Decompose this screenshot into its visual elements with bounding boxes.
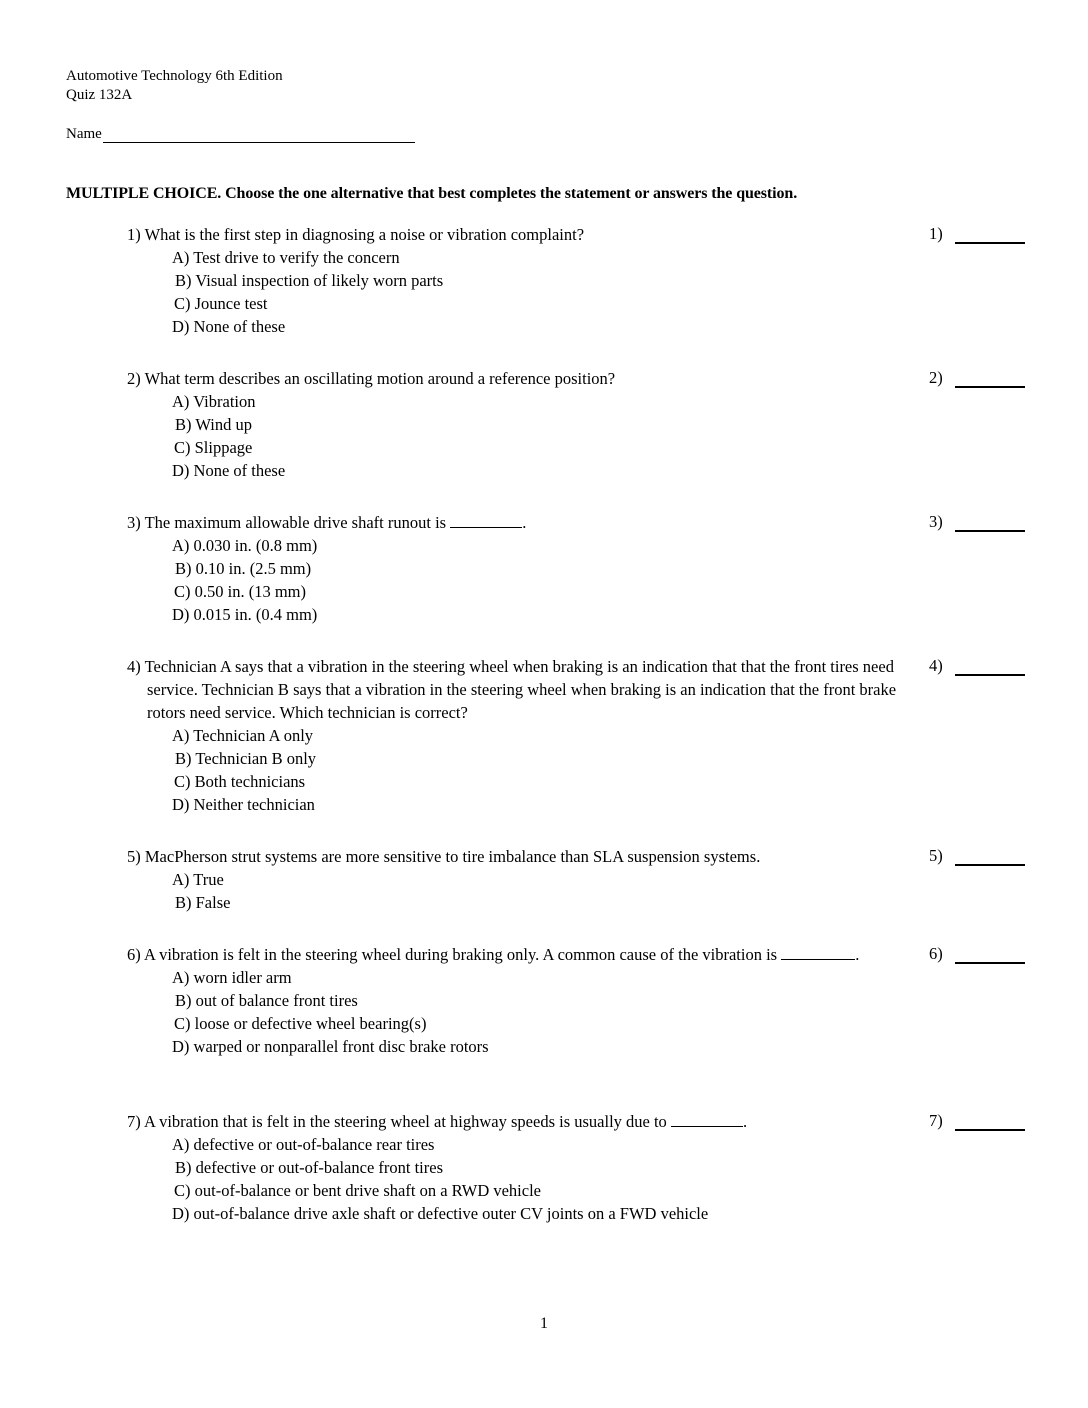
choice-b: B) defective or out-of-balance front tires xyxy=(175,1158,444,1177)
answer-number: 5) xyxy=(929,846,943,865)
answer-number: 7) xyxy=(929,1111,943,1130)
instructions: MULTIPLE CHOICE. Choose the one alternative that best completes the statement or answers the question. xyxy=(66,185,798,202)
question-7 xyxy=(127,1110,927,1225)
choice-c: C) out-of-balance or bent drive shaft on a RWD vehicle xyxy=(174,1181,541,1200)
choice-b: B) 0.10 in. (2.5 mm) xyxy=(175,559,312,578)
question-text xyxy=(127,511,927,534)
fill-in-blank xyxy=(450,513,522,528)
choice-c: C) Jounce test xyxy=(174,294,268,313)
question-text: 2) What term describes an oscillating motion around a reference position? xyxy=(127,369,616,388)
page-number: 1 xyxy=(540,1315,548,1332)
answer-blank[interactable] xyxy=(955,226,1025,244)
answer-blank[interactable] xyxy=(955,946,1025,964)
answer-blank[interactable] xyxy=(955,370,1025,388)
question-text xyxy=(127,943,927,966)
question-1 xyxy=(127,223,927,338)
choice-d: D) warped or nonparallel front disc brake rotors xyxy=(172,1037,489,1056)
answer-slot-1 xyxy=(929,224,1025,244)
question-text: 5) MacPherson strut systems are more sensitive to tire imbalance than SLA suspension systems. xyxy=(127,847,761,866)
question-text xyxy=(127,1110,927,1133)
choice-a: A) Test drive to verify the concern xyxy=(172,248,400,267)
choice-a: A) defective or out-of-balance rear tires xyxy=(172,1135,435,1154)
answer-slot-6 xyxy=(929,944,1025,964)
question-text: 4) Technician A says that a vibration in the steering wheel when braking is an indication that that the front tires need service. Technician B says that a vibration in the steering wheel when braking is an indication that the front brake rotors need service. Which technician is correct? xyxy=(127,657,897,722)
question-text-start: 6) A vibration is felt in the steering wheel during braking only. A common cause of the vibration is xyxy=(127,945,782,964)
name-blank-line[interactable] xyxy=(103,124,415,143)
choice-c: C) Slippage xyxy=(174,438,253,457)
name-field-row xyxy=(66,124,415,143)
name-label: Name xyxy=(66,126,102,142)
answer-blank[interactable] xyxy=(955,1113,1025,1131)
choice-b: B) out of balance front tires xyxy=(175,991,358,1010)
question-text-end: . xyxy=(522,513,527,532)
question-text-end: . xyxy=(855,945,860,964)
document-header xyxy=(66,67,283,105)
fill-in-blank xyxy=(671,1112,743,1127)
answer-number: 2) xyxy=(929,368,943,387)
choice-d: D) Neither technician xyxy=(172,795,315,814)
question-2 xyxy=(127,367,927,482)
choice-c: C) Both technicians xyxy=(174,772,306,791)
quiz-id: Quiz 132A xyxy=(66,87,133,103)
answer-slot-4 xyxy=(929,656,1025,676)
choice-d: D) None of these xyxy=(172,317,286,336)
choice-b: B) False xyxy=(175,893,231,912)
question-5 xyxy=(127,845,927,914)
answer-number: 6) xyxy=(929,944,943,963)
answer-slot-5 xyxy=(929,846,1025,866)
fill-in-blank xyxy=(781,945,855,960)
choice-c: C) 0.50 in. (13 mm) xyxy=(174,582,306,601)
question-text-start: 7) A vibration that is felt in the steering wheel at highway speeds is usually due to xyxy=(127,1112,671,1131)
choice-d: D) None of these xyxy=(172,461,286,480)
choice-a: A) worn idler arm xyxy=(172,968,292,987)
answer-number: 3) xyxy=(929,512,943,531)
answer-slot-2 xyxy=(929,368,1025,388)
answer-blank[interactable] xyxy=(955,848,1025,866)
choice-d: D) out-of-balance drive axle shaft or defective outer CV joints on a FWD vehicle xyxy=(172,1204,709,1223)
choice-a: A) 0.030 in. (0.8 mm) xyxy=(172,536,318,555)
choice-b: B) Visual inspection of likely worn parts xyxy=(175,271,444,290)
answer-slot-7 xyxy=(929,1111,1025,1131)
question-text: 1) What is the first step in diagnosing a noise or vibration complaint? xyxy=(127,225,585,244)
choice-a: A) Technician A only xyxy=(172,726,314,745)
choice-a: A) Vibration xyxy=(172,392,256,411)
question-4 xyxy=(127,655,927,816)
choice-b: B) Technician B only xyxy=(175,749,317,768)
answer-blank[interactable] xyxy=(955,514,1025,532)
choice-d: D) 0.015 in. (0.4 mm) xyxy=(172,605,318,624)
answer-number: 4) xyxy=(929,656,943,675)
question-3 xyxy=(127,511,927,626)
document-title: Automotive Technology 6th Edition xyxy=(66,68,283,84)
answer-number: 1) xyxy=(929,224,943,243)
question-text-start: 3) The maximum allowable drive shaft runout is xyxy=(127,513,451,532)
question-text-end: . xyxy=(742,1112,748,1131)
answer-slot-3 xyxy=(929,512,1025,532)
question-6 xyxy=(127,943,927,1058)
answer-blank[interactable] xyxy=(955,658,1025,676)
choice-b: B) Wind up xyxy=(175,415,252,434)
choice-a: A) True xyxy=(172,870,224,889)
choice-c: C) loose or defective wheel bearing(s) xyxy=(174,1014,427,1033)
